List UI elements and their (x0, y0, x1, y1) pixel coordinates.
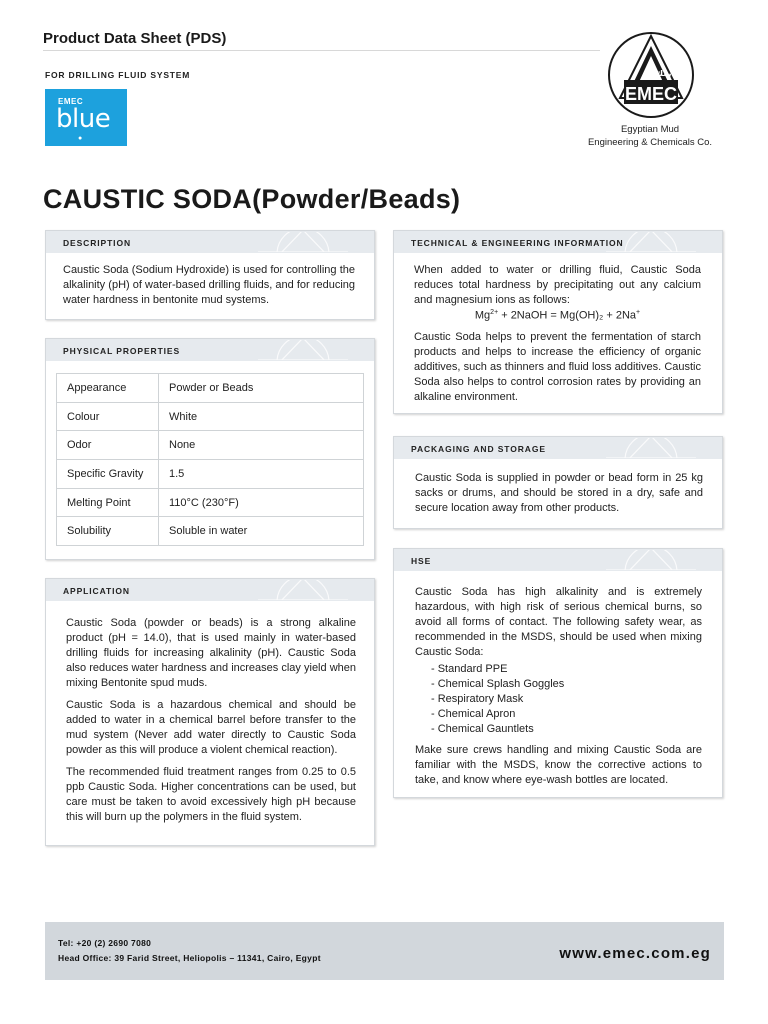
description-section (45, 230, 375, 320)
table-row (57, 517, 364, 546)
property-value: Soluble in water (159, 517, 364, 546)
product-title: CAUSTIC SODA(Powder/Beads) (43, 184, 461, 214)
application-paragraph: Caustic Soda (powder or beads) is a strong alkaline product (pH = 14.0), that is used mainly in water-based drilling fluids for increasing alkalinity (pH). Caustic Soda also reduces water hardness and increases clay yield when mixing Bentonite spud muds. (66, 617, 356, 689)
physical-properties-section (45, 338, 375, 560)
application-paragraph: The recommended fluid treatment ranges from 0.25 to 0.5 ppb Caustic Soda. Higher concentrations can be used, but care must be taken to avoid excessively high pH because this will burn up the polymers in the fluid system. (66, 766, 356, 823)
table-row (57, 402, 364, 431)
header-watermark-icon (586, 232, 716, 252)
chemical-equation: $Mg^{2+}$ + 2NaOH = Mg(OH)₂ + 2Na+ (474, 309, 641, 322)
subtitle: FOR DRILLING FLUID SYSTEM (45, 70, 191, 80)
section-heading: DESCRIPTION (63, 238, 131, 248)
packaging-section (393, 436, 723, 529)
section-heading: HSE (411, 556, 432, 566)
property-label: Melting Point (57, 488, 159, 517)
emec-blue-logo (45, 89, 127, 146)
company-name-line2: Engineering & Chemicals Co. (587, 137, 713, 148)
table-row (57, 488, 364, 517)
property-label: Odor (57, 431, 159, 460)
section-heading: PACKAGING AND STORAGE (411, 444, 546, 454)
property-value: 1.5 (159, 460, 364, 489)
website-link[interactable]: www.emec.com.eg (559, 945, 711, 962)
footer-address: Head Office: 39 Farid Street, Heliopolis – 11341, Cairo, Egypt (58, 953, 321, 963)
header-watermark-icon (586, 438, 716, 458)
table-row (57, 460, 364, 489)
list-item: - Respiratory Mask (431, 693, 524, 705)
property-label: Colour (57, 402, 159, 431)
property-label: Specific Gravity (57, 460, 159, 489)
application-section (45, 578, 375, 846)
list-item: - Standard PPE (431, 663, 508, 675)
doc-type-title: Product Data Sheet (PDS) (43, 30, 227, 47)
application-paragraph: Caustic Soda is a hazardous chemical and should be added to water in a chemical barrel before transfer to the mud system (Never add water directly to Caustic Soda powder as this will produce a violent chemical reaction). (66, 699, 356, 756)
header-watermark-icon (238, 580, 368, 600)
hse-text-2: Make sure crews handling and mixing Caustic Soda are familiar with the MSDS, know the corrective actions to take, and know where eye-wash bottles are located. (415, 744, 702, 786)
emec-emblem-logo (606, 30, 696, 120)
property-value: None (159, 431, 364, 460)
property-value: Powder or Beads (159, 374, 364, 403)
drop-icon: ● (78, 135, 83, 142)
section-heading: PHYSICAL PROPERTIES (63, 346, 181, 356)
technical-text-2: Caustic Soda helps to prevent the fermentation of starch products and helps to increase the efficiency of organic additives, such as thinners and fluid loss additives. Caustic Soda also helps to control corrosion rates by providing an alkaline environment. (414, 330, 701, 403)
emblem-arabic-text: ايمك (655, 69, 675, 78)
table-row (57, 431, 364, 460)
logo-big-text: blue (56, 104, 111, 134)
section-header (394, 437, 722, 459)
technical-text-1: When added to water or drilling fluid, Caustic Soda reduces total hardness by precipitating out any calcium and magnesium ions as follows: (414, 264, 701, 306)
company-name (560, 123, 740, 149)
footer-phone: Tel: +20 (2) 2690 7080 (58, 938, 152, 948)
safety-wear-list (431, 662, 702, 737)
technical-section (393, 230, 723, 414)
section-header (46, 339, 374, 361)
description-text: Caustic Soda (Sodium Hydroxide) is used for controlling the alkalinity (pH) of water-based drilling fluids, and for reducing water hardness in bentonite mud systems. (63, 264, 355, 306)
header-watermark-icon (238, 232, 368, 252)
list-item: - Chemical Gauntlets (431, 723, 534, 735)
property-value: 110°C (230°F) (159, 488, 364, 517)
header-watermark-icon (586, 550, 716, 570)
header-divider (43, 50, 600, 51)
property-label: Appearance (57, 374, 159, 403)
logo-small-text: EMEC (58, 97, 84, 106)
hse-text-1: Caustic Soda has high alkalinity and is extremely hazardous, with high risk of serious chemical burns, so avoid all forms of contact. The following safety wear, as recommended in the MSDS, should be used when mixing Caustic Soda: (415, 586, 702, 658)
property-label: Solubility (57, 517, 159, 546)
company-name-line1: Egyptian Mud (620, 124, 680, 135)
section-header (394, 549, 722, 571)
section-heading: TECHNICAL & ENGINEERING INFORMATION (411, 238, 624, 248)
footer (45, 922, 724, 980)
section-heading: APPLICATION (63, 586, 130, 596)
property-value: White (159, 402, 364, 431)
section-header (46, 231, 374, 253)
list-item: - Chemical Apron (431, 708, 516, 720)
table-row (57, 374, 364, 403)
hse-section (393, 548, 723, 798)
section-header (394, 231, 722, 253)
properties-table (56, 373, 364, 546)
header-watermark-icon (238, 340, 368, 360)
section-header (46, 579, 374, 601)
emblem-text: EMEC (624, 84, 678, 104)
list-item: - Chemical Splash Goggles (431, 678, 565, 690)
packaging-text: Caustic Soda is supplied in powder or bead form in 25 kg sacks or drums, and should be stored in a dry, safe and secure location away from other products. (415, 472, 703, 514)
